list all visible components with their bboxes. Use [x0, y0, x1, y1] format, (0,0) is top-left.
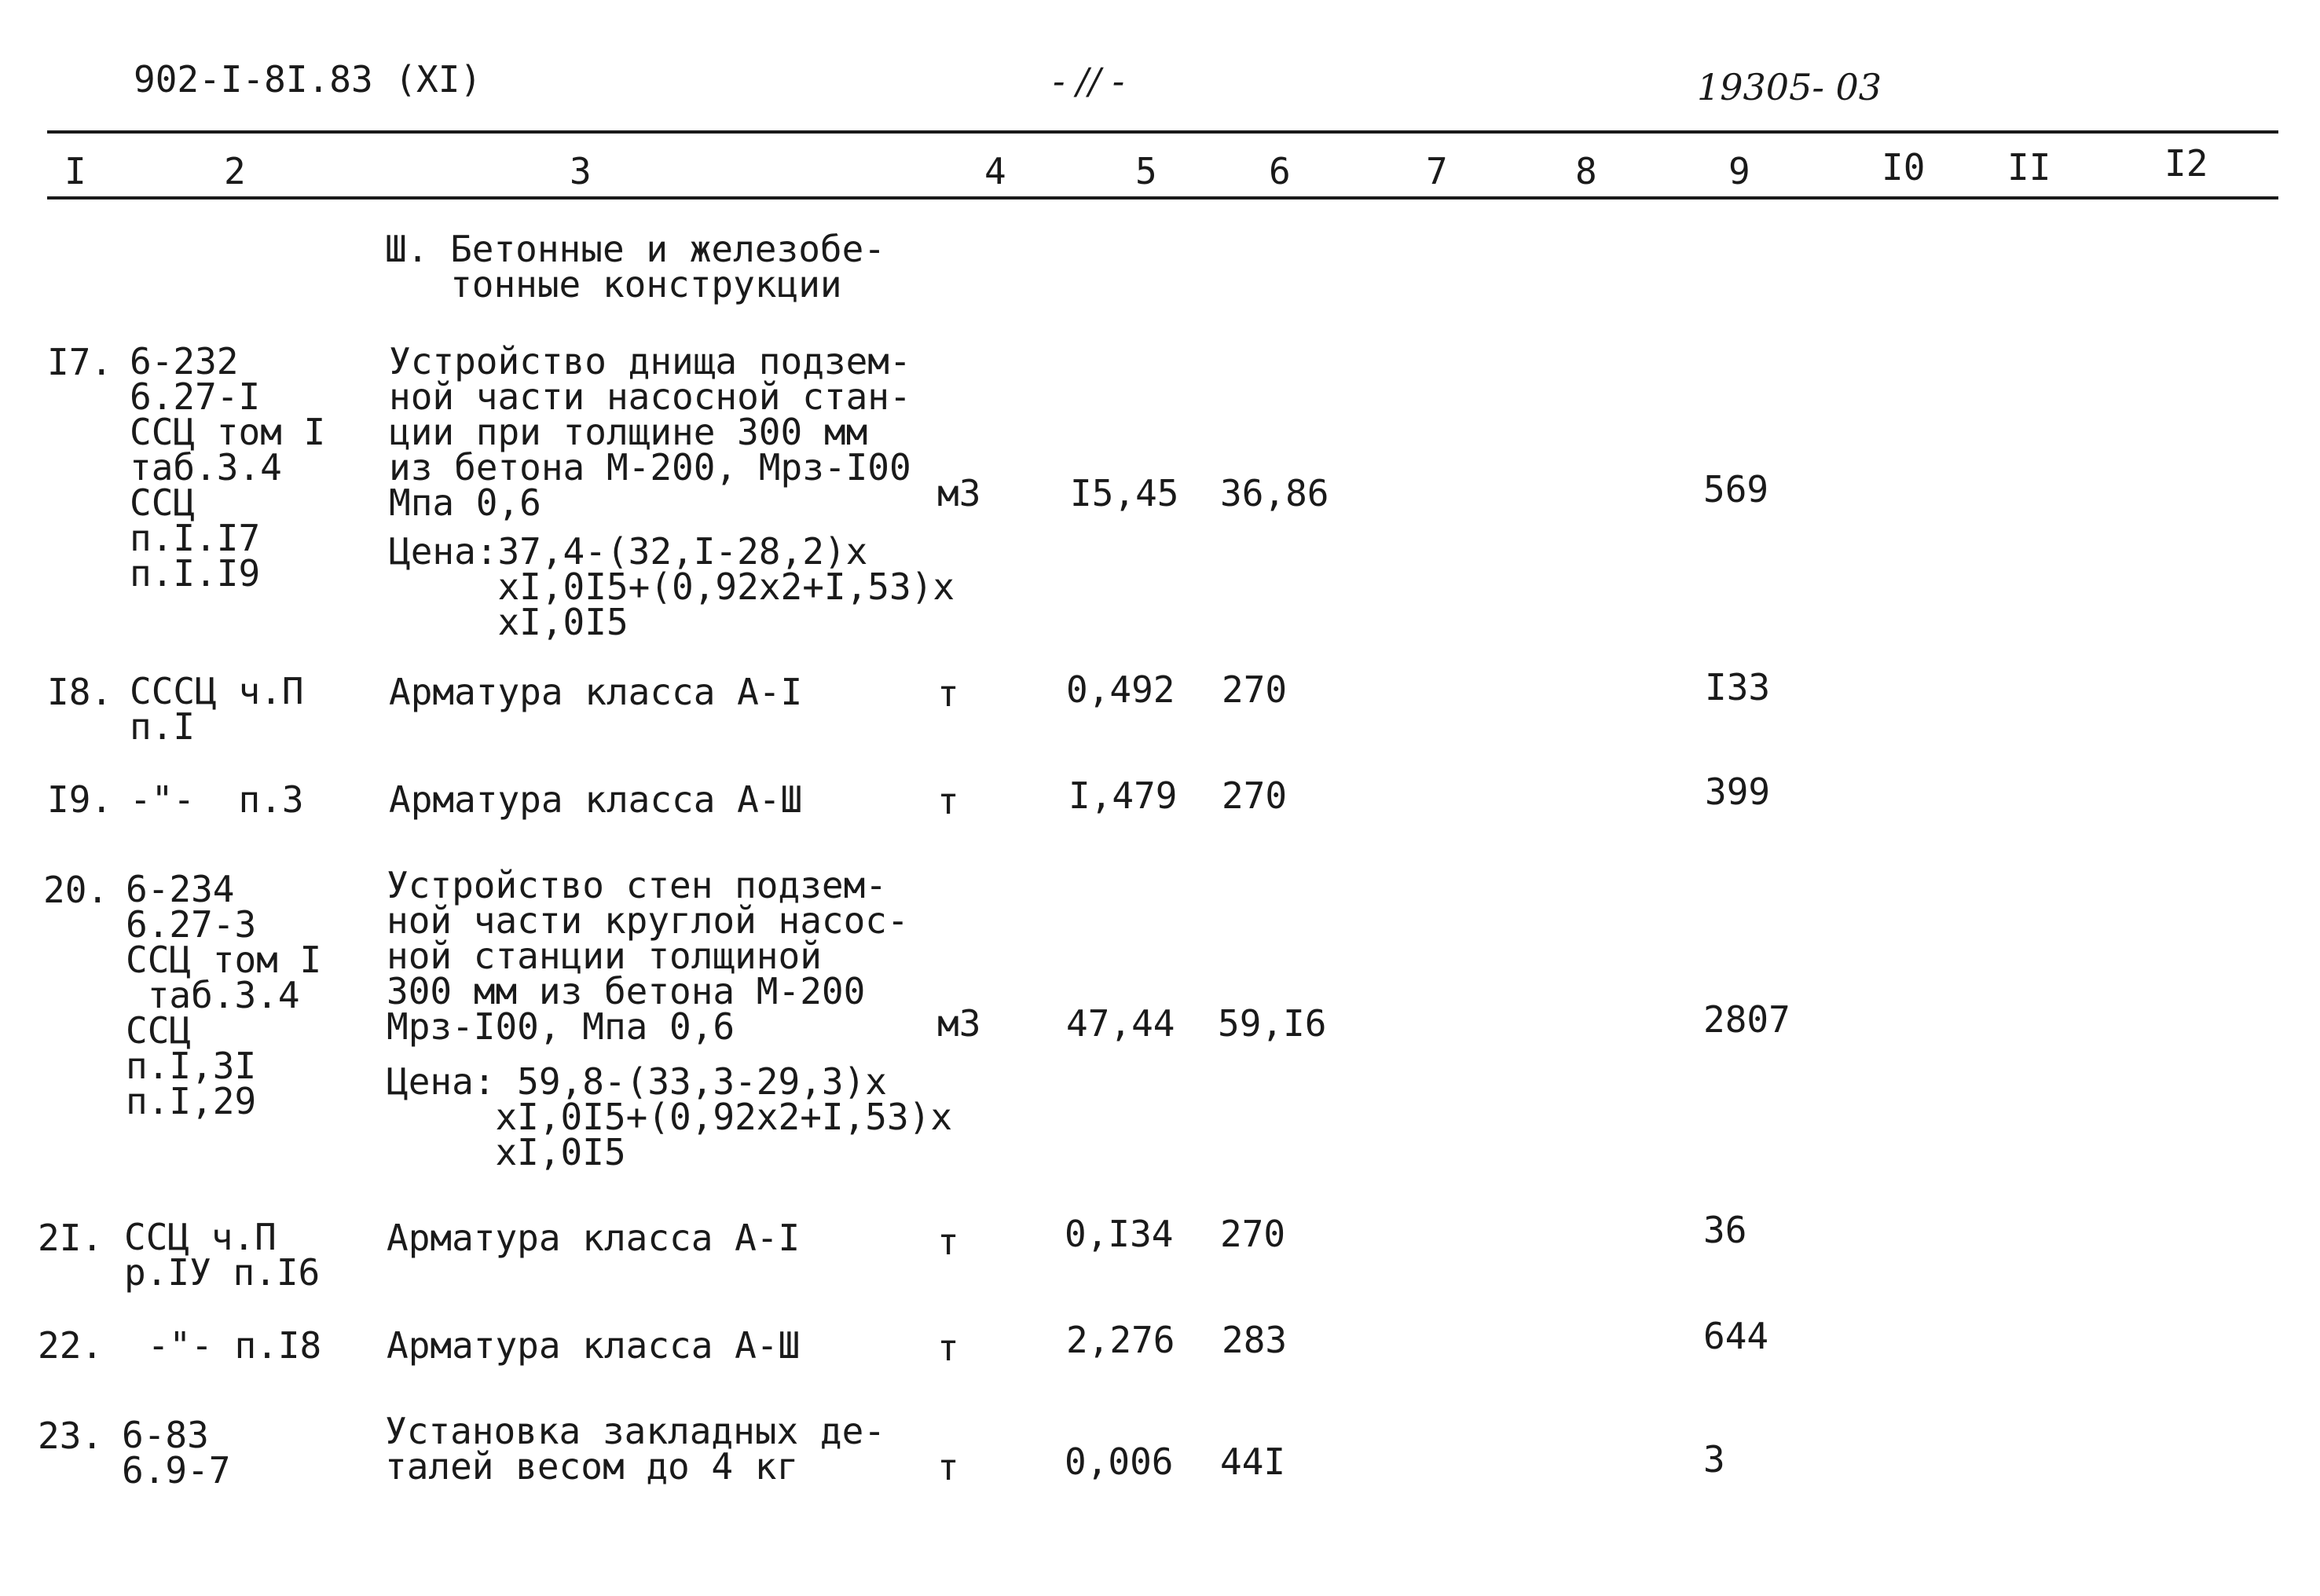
row-name: Устройство днища подзем- ной части насосной стан- ции при толщине 300 мм из бетона М-200, Мрз-I00 Мпа 0,6: [389, 340, 911, 524]
row-unit: м3: [937, 1002, 981, 1045]
row-unit: т: [937, 1327, 959, 1369]
row-name: Арматура класса А-Ш: [389, 778, 803, 821]
row-code: -"- п.I8: [126, 1324, 322, 1367]
row-code: 6-232 6.27-I ССЦ том I таб.3.4 ССЦ п.I.I7 п.I.I9: [130, 340, 326, 595]
page-number: - // -: [1053, 60, 1125, 102]
row-unit: т: [937, 672, 959, 715]
row-code: 6-83 6.9-7: [122, 1414, 231, 1492]
column-header-11: II: [2007, 146, 2051, 189]
column-header-1: I: [64, 150, 86, 192]
row-price: 59,I6: [1218, 1002, 1327, 1045]
column-header-9: 9: [1728, 150, 1750, 192]
row-quantity: I,479: [1068, 774, 1178, 817]
inventory-number: 19305- 03: [1697, 66, 1882, 108]
column-header-8: 8: [1575, 150, 1597, 192]
header-rule: [47, 196, 2278, 200]
row-quantity: 0,492: [1066, 668, 1175, 711]
row-name: Арматура класса А-Ш: [387, 1324, 801, 1367]
column-header-2: 2: [224, 150, 246, 192]
row-total: 644: [1703, 1315, 1769, 1357]
row-quantity: I5,45: [1070, 472, 1179, 514]
row-number: 23.: [38, 1415, 104, 1457]
column-header-12: I2: [2164, 142, 2208, 185]
row-number: 2I.: [38, 1217, 104, 1259]
row-total: I33: [1705, 666, 1771, 708]
row-quantity: 0,006: [1065, 1440, 1174, 1483]
column-header-10: I0: [1882, 146, 1926, 189]
row-quantity: 47,44: [1066, 1002, 1175, 1045]
row-price: 270: [1222, 774, 1288, 817]
document-code: 902-I-8I.83 (XI): [134, 58, 482, 101]
row-code: -"- п.3: [130, 778, 304, 821]
row-name: Арматура класса А-I: [387, 1217, 801, 1259]
row-code: СССЦ ч.П п.I: [130, 670, 304, 748]
column-header-7: 7: [1426, 150, 1448, 192]
row-total: 3: [1703, 1438, 1725, 1481]
column-header-6: 6: [1269, 150, 1291, 192]
column-header-4: 4: [984, 150, 1006, 192]
row-price: 270: [1220, 1213, 1286, 1255]
row-code: ССЦ ч.П р.IУ п.I6: [124, 1216, 321, 1294]
row-total: 399: [1705, 771, 1771, 813]
row-price-note: Цена:37,4-(32,I-28,2)х хI,0I5+(0,92х2+I,53)х хI,0I5: [389, 530, 955, 643]
row-name: Установка закладных де- талей весом до 4 кг: [385, 1410, 885, 1488]
row-unit: т: [937, 1221, 959, 1263]
row-price: 44I: [1220, 1440, 1286, 1483]
row-price: 283: [1222, 1319, 1288, 1361]
top-rule: [47, 130, 2278, 134]
row-price: 270: [1222, 668, 1288, 711]
column-header-5: 5: [1135, 150, 1157, 192]
row-total: 569: [1703, 468, 1769, 511]
row-quantity: 2,276: [1066, 1319, 1175, 1361]
row-number: I7.: [47, 341, 113, 383]
column-header-3: 3: [570, 150, 592, 192]
row-unit: т: [937, 780, 959, 822]
row-quantity: 0,I34: [1065, 1213, 1174, 1255]
row-number: I8.: [47, 671, 113, 713]
row-number: 22.: [38, 1324, 104, 1367]
row-name: Арматура класса А-I: [389, 671, 803, 713]
row-price: 36,86: [1220, 472, 1329, 514]
row-name: Устройство стен подзем- ной части круглой насос- ной станции толщиной 300 мм из бетона М-200 Мрз-I00, Мпа 0,6: [387, 864, 909, 1048]
row-number: 20.: [43, 869, 109, 911]
row-total: 36: [1703, 1209, 1747, 1251]
row-number: I9.: [47, 778, 113, 821]
row-code: 6-234 6.27-3 ССЦ том I таб.3.4 ССЦ п.I,3I п.I,29: [126, 868, 322, 1122]
row-total: 2807: [1703, 998, 1790, 1041]
row-unit: м3: [937, 472, 981, 514]
row-unit: т: [937, 1446, 959, 1488]
section-title: Ш. Бетонные и железобе- тонные конструкции: [385, 228, 885, 306]
row-price-note: Цена: 59,8-(33,3-29,3)х хI,0I5+(0,92х2+I,53)х хI,0I5: [387, 1060, 953, 1173]
